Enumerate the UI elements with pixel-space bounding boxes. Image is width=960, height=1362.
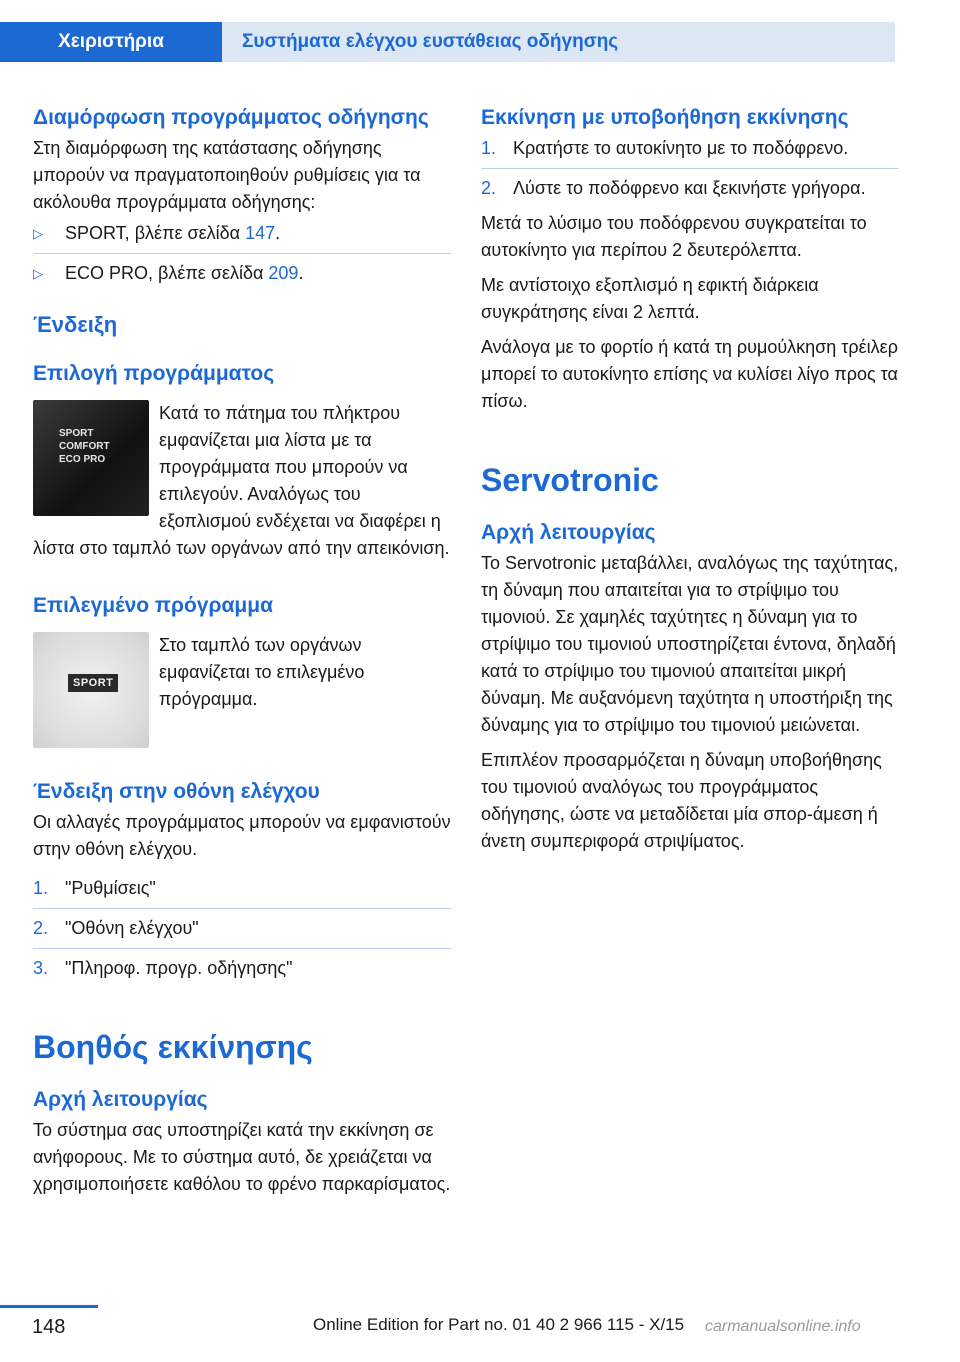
step-2 [481,175,899,202]
servotronic-text-2: Επιπλέον προσαρμόζεται η δύναμη υποβοήθησης του τιμονιού αναλόγως του προγράμματος οδήγησης, ώστε να μεταδίδεται μία σπορ-άμεση ή άνετη συμπεριφορά στριψίματος. [481,750,882,851]
divider [33,948,451,949]
config-title: Διαμόρφωση προγράμματος οδήγησης [33,106,429,129]
bullet-list [33,220,451,287]
selected-section [33,632,451,748]
step-text: "Πληροφ. προγρ. οδήγησης" [65,958,293,978]
step-text: Λύστε το ποδόφρενο και ξεκινήστε γρήγορα. [513,178,866,198]
step-number: 2. [33,918,49,938]
screen-steps [33,875,451,982]
page-link-147[interactable]: 147 [245,223,276,243]
servotronic-title: Servotronic [481,462,659,498]
screen-text: Οι αλλαγές προγράμματος μπορούν να εμφανιστούν στην οθόνη ελέγχου. [33,812,451,859]
program-list-image [33,400,149,516]
triangle-icon: ▷ [33,266,43,281]
sport-badge: SPORT [68,674,118,692]
step-number: 1. [481,138,497,158]
divider [33,908,451,909]
start-steps [481,135,899,202]
bullet-sport [33,220,451,247]
rollback-text: Ανάλογα με το φορτίο ή κατά τη ρυμούλκηση τρέιλερ μπορεί το αυτοκίνητο επίσης να κυλίσει λίγο προς τα πίσω. [481,337,898,411]
start-assist-title: Βοηθός εκκίνησης [33,1029,313,1065]
start-title: Εκκίνηση με υποβοήθηση εκκίνησης [481,106,849,129]
bullet-text: SPORT, βλέπε σελίδα [65,223,246,243]
step-number: 3. [33,958,49,978]
step-number: 2. [481,178,497,198]
select-text: Κατά το πάτημα του πλήκτρου εμφανίζεται μια λίστα με τα προγράμματα που μπορούν να επιλεγούν. Αναλόγως του εξοπλισμού ενδέχεται να διαφέρει η λίστα στο ταμπλό των οργάνων από την απεικόνιση. [33,403,450,558]
bullet-eco-pro [33,260,451,287]
step-2 [33,915,451,942]
image-line-sport: SPORT [59,428,94,439]
tab-controls[interactable]: Χειριστήρια [0,22,222,62]
step-text: "Ρυθμίσεις" [65,878,156,898]
bullet-end: . [275,223,281,243]
principle-title: Αρχή λειτουργίας [33,1088,208,1111]
selected-program-image [33,632,149,748]
step-3 [33,955,451,982]
tab-driving-stability[interactable]: Συστήματα ελέγχου ευστάθειας οδήγησης [222,22,895,62]
config-text: Στη διαμόρφωση της κατάστασης οδήγησης μπορούν να πραγματοποιηθούν ρυθμίσεις για τα ακόλουθα προγράμματα οδήγησης: [33,138,421,212]
hold-text: Μετά το λύσιμο του ποδόφρενου συγκρατείται το αυτοκίνητο για περίπου 2 δευτερόλεπτα. [481,213,867,260]
principle-text: Το σύστημα σας υποστηρίζει κατά την εκκίνηση σε ανήφορους. Με το σύστημα αυτό, δε χρειάζεται να χρησιμοποιήσετε καθόλου το φρένο παρκαρίσματος. [33,1120,451,1194]
bullet-text: ECO PRO, βλέπε σελίδα [65,263,269,283]
watermark: carmanualsonline.info [705,1318,861,1335]
hold-duration-text: Με αντίστοιχο εξοπλισμό η εφικτή διάρκεια συγκράτησης είναι 2 λεπτά. [481,275,819,322]
principle-title: Αρχή λειτουργίας [481,521,656,544]
display-title: Ένδειξη [33,312,118,337]
step-1 [481,135,899,162]
page-number: 148 [32,1316,66,1338]
edition-info: Online Edition for Part no. 01 40 2 966 115 - X/15 [313,1315,685,1334]
divider [481,168,899,169]
left-column [33,104,451,1198]
selected-title: Επιλεγμένο πρόγραμμα [33,594,273,617]
step-text: "Οθόνη ελέγχου" [65,918,199,938]
page-link-209[interactable]: 209 [268,263,299,283]
image-line-eco-pro: ECO PRO [59,454,106,465]
select-section [33,400,451,562]
right-column [481,104,899,855]
triangle-icon: ▷ [33,226,43,241]
screen-title: Ένδειξη στην οθόνη ελέγχου [33,780,320,803]
step-number: 1. [33,878,49,898]
step-1 [33,875,451,902]
select-title: Επιλογή προγράμματος [33,362,275,385]
selected-text: Στο ταμπλό των οργάνων εμφανίζεται το επιλεγμένο πρόγραμμα. [159,635,365,709]
footer-line [0,1305,98,1308]
page-header [0,22,895,62]
bullet-end: . [298,263,304,283]
step-text: Κρατήστε το αυτοκίνητο με το ποδόφρενο. [513,138,849,158]
servotronic-text-1: Το Servotronic μεταβάλλει, αναλόγως της ταχύτητας, τη δύναμη που απαιτείται για το στρίψιμο του τιμονιού. Σε χαμηλές ταχύτητες η δύναμη για το στρίψιμο του τιμονιού υποστηρίζεται έντονα, δηλαδή κατά το στρίψιμο του τιμονιού απαιτείται μικρή δύναμη. Με αυξανόμενη ταχύτητα η υποστήριξη της δύναμης για το στρίψιμο του τιμονιού μειώνεται. [481,553,899,735]
image-line-comfort: COMFORT [59,441,110,452]
divider [33,253,451,254]
